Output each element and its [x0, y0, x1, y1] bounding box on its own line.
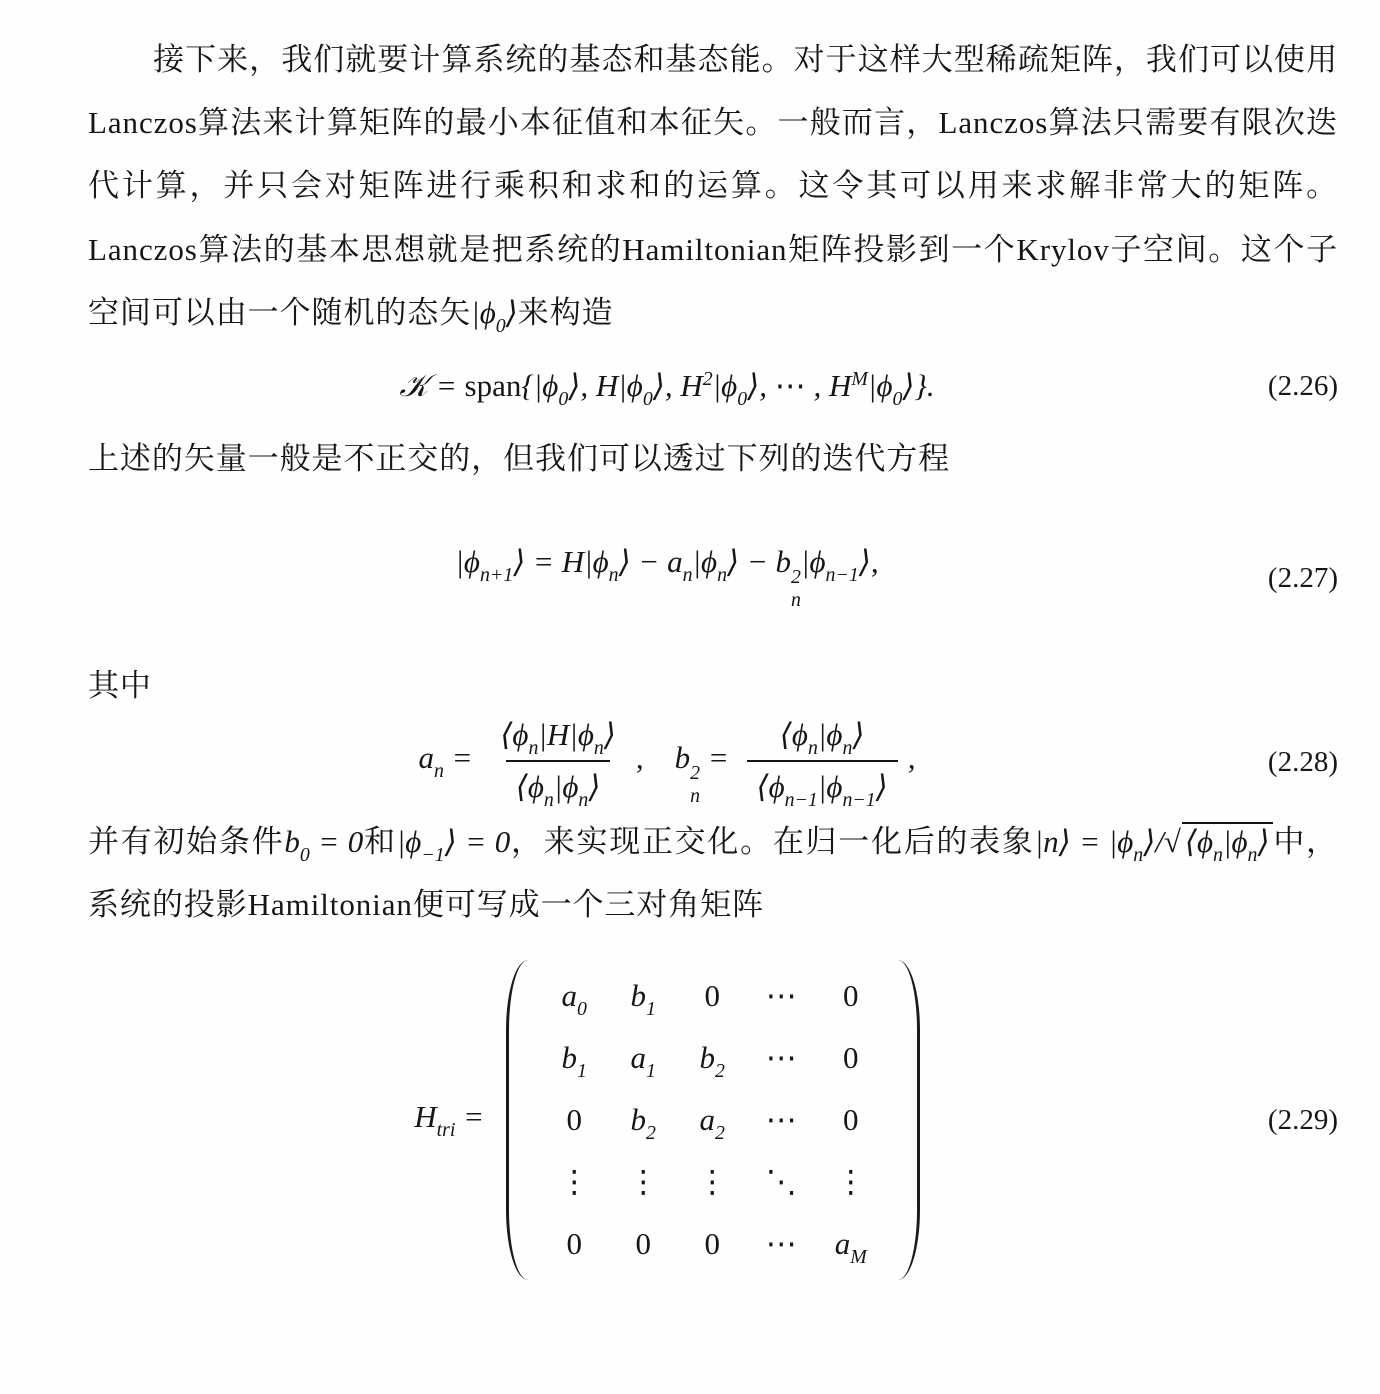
math-run: |ϕ: [1222, 823, 1248, 859]
matrix-cell: ⋯: [765, 1040, 797, 1076]
paragraph-intro-lanczos: [88, 28, 1338, 344]
math-run: |ϕ: [800, 544, 826, 580]
math-run: |ϕ: [553, 769, 579, 805]
math-run: H: [414, 1099, 437, 1135]
math-run: =: [700, 740, 737, 776]
equation-krylov-subspace: [88, 368, 1338, 411]
math-run: ⟩: [875, 769, 888, 805]
equation-body: [88, 960, 1246, 1280]
math-sup: M: [851, 368, 868, 391]
numerator: [770, 717, 875, 760]
math-sub: n: [1247, 843, 1258, 866]
math-run: ⟩/: [1143, 823, 1164, 859]
math-run: = 0: [309, 823, 364, 859]
equation-body: [88, 368, 1246, 411]
math-sub: 0: [495, 314, 506, 337]
math-run: |ϕ: [396, 823, 422, 859]
math-sub: −1: [421, 843, 445, 866]
math-run: |ϕ: [817, 769, 843, 805]
math-sub: n−1: [784, 789, 818, 812]
math-run: 𝒦 =: [399, 368, 465, 404]
math-sub: 0: [299, 843, 310, 866]
radical-icon: √: [1163, 823, 1182, 859]
math-run: |ϕ: [817, 717, 843, 753]
text-run: 接下来，我们就要计算系统的基态和基态能。对于这样大型稀疏矩阵，我们可以使用Lanczos算法来计算矩阵的最小本征值和本征矢。一般而言，Lanczos算法只需要有限次迭代计算，并只会对矩阵进行乘积和求和的运算。这令其可以用来求解非常大的矩阵。Lanczos算法的基本思想就是把系统的Hamiltonian矩阵投影到一个Krylov子空间。这个子空间可以由一个随机的态矢: [88, 42, 1338, 330]
matrix-cell: 0: [635, 1226, 651, 1262]
matrix-cell: 0: [566, 1102, 582, 1138]
math-run: ⟩ = 0: [444, 823, 511, 859]
matrix-cell: ⋱: [765, 1164, 797, 1200]
denominator: [747, 760, 898, 812]
matrix-cell: 0: [704, 978, 720, 1014]
matrix-cell: 0: [566, 1226, 582, 1262]
math-sub: tri: [436, 1119, 456, 1142]
math-run: ,: [907, 740, 916, 776]
math-sub: n: [842, 737, 853, 760]
math-sub: n: [433, 760, 444, 783]
denominator: [506, 760, 611, 812]
math-sub: n: [1213, 843, 1223, 866]
matrix-grid: [533, 960, 893, 1280]
text-run: 中，系统的投影Hamiltonian便可写成一个三对角矩阵: [88, 823, 1338, 923]
matrix: [506, 960, 920, 1280]
matrix-cell: $b_2$: [699, 1040, 725, 1083]
math-run: ⟨ϕ: [1184, 823, 1214, 859]
paragraph-where: [88, 654, 1338, 717]
matrix-cell: $a_2$: [699, 1102, 725, 1145]
math-run: ⟨ϕ: [756, 769, 785, 805]
math-run: ⟩: [505, 294, 518, 330]
matrix-cell: 0: [843, 1040, 859, 1076]
math-sub: n: [578, 789, 589, 812]
equation-number: (2.26): [1267, 370, 1338, 403]
math-sub: n−1: [825, 564, 859, 587]
matrix-cell: ⋯: [765, 1102, 797, 1138]
math-run: |n⟩ = |ϕ: [1034, 823, 1134, 859]
radicand: [1182, 822, 1273, 866]
matrix-cell: 0: [704, 1226, 720, 1262]
math-supsub: 2 n: [791, 566, 801, 612]
matrix-cell: $a_1$: [630, 1040, 656, 1083]
math-sub: n: [717, 564, 728, 587]
math-run: ⟩,: [858, 544, 879, 580]
math-sub: n: [543, 789, 554, 812]
math-run: ⟩: [588, 769, 601, 805]
text-run: ，来实现正交化。在归一化后的表象: [510, 823, 1035, 859]
math-supsub: 2 n: [690, 762, 701, 807]
math-run: |ϕ: [471, 294, 496, 330]
math-sub: n: [807, 737, 818, 760]
math-run: ⟩: [603, 717, 616, 753]
matrix-cell: 0: [843, 1102, 859, 1138]
matrix-cell: ⋮: [627, 1164, 659, 1200]
matrix-cell: ⋯: [765, 978, 797, 1014]
math-sub: n: [1133, 843, 1144, 866]
math-run: |ϕ: [867, 368, 893, 404]
matrix-cell: $a_M$: [834, 1226, 867, 1269]
math-run: |ϕ: [692, 544, 718, 580]
math-sub: 0: [737, 388, 748, 411]
math-sub: n: [608, 564, 619, 587]
math-run: ⟩: [1257, 823, 1270, 859]
math-run: =: [443, 740, 481, 776]
right-paren: [897, 960, 920, 1280]
math-run: ⟨ϕ: [779, 717, 808, 753]
equation-tridiagonal-matrix: [88, 960, 1338, 1280]
math-run: {|ϕ: [521, 368, 559, 404]
matrix-cell: $b_1$: [630, 978, 656, 1021]
matrix-cell: $b_1$: [561, 1040, 587, 1083]
fraction: [490, 717, 626, 812]
math-run: |ϕ: [455, 544, 480, 580]
text-run: 上述的矢量一般是不正交的，但我们可以透过下列的迭代方程: [88, 441, 951, 477]
math-run: ⟩, H|ϕ: [568, 368, 643, 404]
equation-number: (2.27): [1267, 561, 1338, 594]
math-run: |ϕ: [712, 368, 738, 404]
math-run: ⟩}.: [902, 368, 935, 404]
math-run: ⟩, ⋯ , H: [747, 368, 852, 404]
math-sub: n+1: [479, 564, 514, 587]
equation-number: (2.29): [1267, 1103, 1338, 1136]
numerator: [490, 717, 626, 760]
math-sub: n: [682, 564, 693, 587]
matrix-cell: ⋯: [765, 1226, 797, 1262]
equation-coefficients: [88, 717, 1338, 812]
math-run: b: [284, 823, 300, 859]
equation-recursion: [88, 544, 1338, 612]
math-sub: 0: [558, 388, 569, 411]
math-sub: n: [528, 737, 539, 760]
math-sub: n: [593, 737, 604, 760]
math-sub: n−1: [842, 789, 876, 812]
matrix-cell: $a_0$: [561, 978, 587, 1021]
math-run: |H|ϕ: [538, 717, 594, 753]
fraction: [747, 717, 898, 812]
equation-number: (2.28): [1267, 745, 1338, 778]
math-run: ⟩ − b: [727, 544, 792, 580]
square-root: [1163, 822, 1273, 866]
equation-body: [88, 717, 1246, 812]
math-run: ⟩ − a: [618, 544, 683, 580]
text-run: 来构造: [517, 294, 614, 330]
math-run: span: [464, 368, 522, 404]
math-sub: 0: [642, 388, 653, 411]
matrix-cell: 0: [843, 978, 859, 1014]
left-paren: [506, 960, 529, 1280]
text-run: 并有初始条件: [88, 823, 285, 859]
paragraph-orthogonality: [88, 427, 1338, 490]
math-run: ⟩ = H|ϕ: [513, 544, 609, 580]
matrix-cell: $b_2$: [630, 1102, 656, 1145]
text-run: 其中: [88, 667, 152, 703]
math-run: ⟨ϕ: [515, 769, 544, 805]
math-run: ⟩: [852, 717, 865, 753]
math-run: ⟨ϕ: [500, 717, 529, 753]
matrix-cell: ⋮: [696, 1164, 728, 1200]
equation-body: [88, 544, 1246, 612]
matrix-cell: ⋮: [835, 1164, 867, 1200]
math-run: ⟩, H: [652, 368, 703, 404]
math-sub: 0: [892, 388, 903, 411]
math-run: a: [418, 740, 434, 776]
paragraph-initial-conditions: [88, 810, 1338, 936]
matrix-cell: ⋮: [558, 1164, 590, 1200]
math-run: =: [455, 1099, 492, 1135]
math-run: , b: [635, 740, 691, 776]
math-sup: 2: [702, 368, 713, 391]
text-run: 和: [363, 823, 397, 859]
